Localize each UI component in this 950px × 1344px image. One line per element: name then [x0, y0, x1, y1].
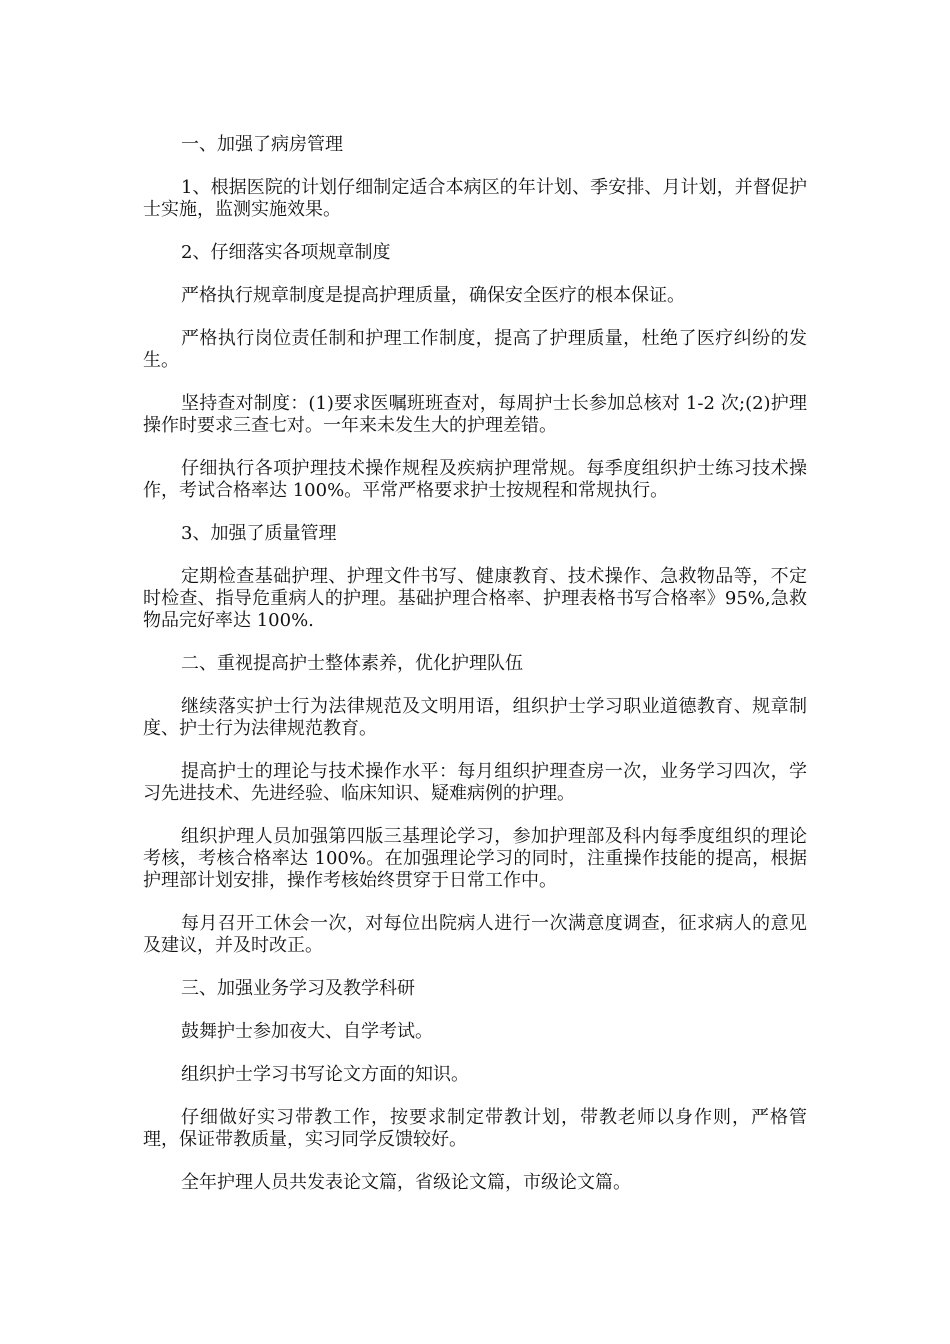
paragraph: 鼓舞护士参加夜大、自学考试。	[181, 1021, 433, 1042]
paragraph: 定期检查基础护理、护理文件书写、健康教育、技术操作、急救物品等，不定时检查、指导危重病人的护理。基础护理合格率、护理表格书写合格率》95%,急救物品完好率达 100%.	[143, 566, 807, 631]
paragraph: 全年护理人员共发表论文篇，省级论文篇，市级论文篇。	[181, 1172, 631, 1193]
paragraph: 提高护士的理论与技术操作水平：每月组织护理查房一次，业务学习四次，学习先进技术、先进经验、临床知识、疑难病例的护理。	[143, 761, 807, 804]
subheading: 2、仔细落实各项规章制度	[181, 242, 391, 263]
paragraph: 组织护理人员加强第四版三基理论学习，参加护理部及科内每季度组织的理论考核，考核合格率达 100%。在加强理论学习的同时，注重操作技能的提高，根据护理部计划安排，操作考核始终贯穿于日常工作中。	[143, 826, 807, 891]
section-heading-study-research: 三、加强业务学习及教学科研	[181, 978, 415, 999]
paragraph: 仔细做好实习带教工作，按要求制定带教计划，带教老师以身作则，严格管理，保证带教质量，实习同学反馈较好。	[143, 1107, 807, 1150]
section-heading-ward-management: 一、加强了病房管理	[181, 134, 343, 155]
paragraph: 组织护士学习书写论文方面的知识。	[181, 1064, 469, 1085]
paragraph: 坚持查对制度：(1)要求医嘱班班查对，每周护士长参加总核对 1-2 次;(2)护理操作时要求三查七对。一年来未发生大的护理差错。	[143, 393, 807, 436]
section-heading-nurse-quality: 二、重视提高护士整体素养，优化护理队伍	[181, 653, 523, 674]
paragraph: 严格执行规章制度是提高护理质量，确保安全医疗的根本保证。	[181, 285, 685, 306]
document-body	[143, 134, 807, 1215]
subheading: 3、加强了质量管理	[181, 523, 337, 544]
paragraph: 严格执行岗位责任制和护理工作制度，提高了护理质量，杜绝了医疗纠纷的发生。	[143, 328, 807, 371]
paragraph: 仔细执行各项护理技术操作规程及疾病护理常规。每季度组织护士练习技术操作，考试合格率达 100%。平常严格要求护士按规程和常规执行。	[143, 458, 807, 501]
paragraph: 继续落实护士行为法律规范及文明用语，组织护士学习职业道德教育、规章制度、护士行为法律规范教育。	[143, 696, 807, 739]
paragraph: 1、根据医院的计划仔细制定适合本病区的年计划、季安排、月计划，并督促护士实施，监测实施效果。	[143, 177, 807, 220]
paragraph: 每月召开工休会一次，对每位出院病人进行一次满意度调查，征求病人的意见及建议，并及时改正。	[143, 913, 807, 956]
